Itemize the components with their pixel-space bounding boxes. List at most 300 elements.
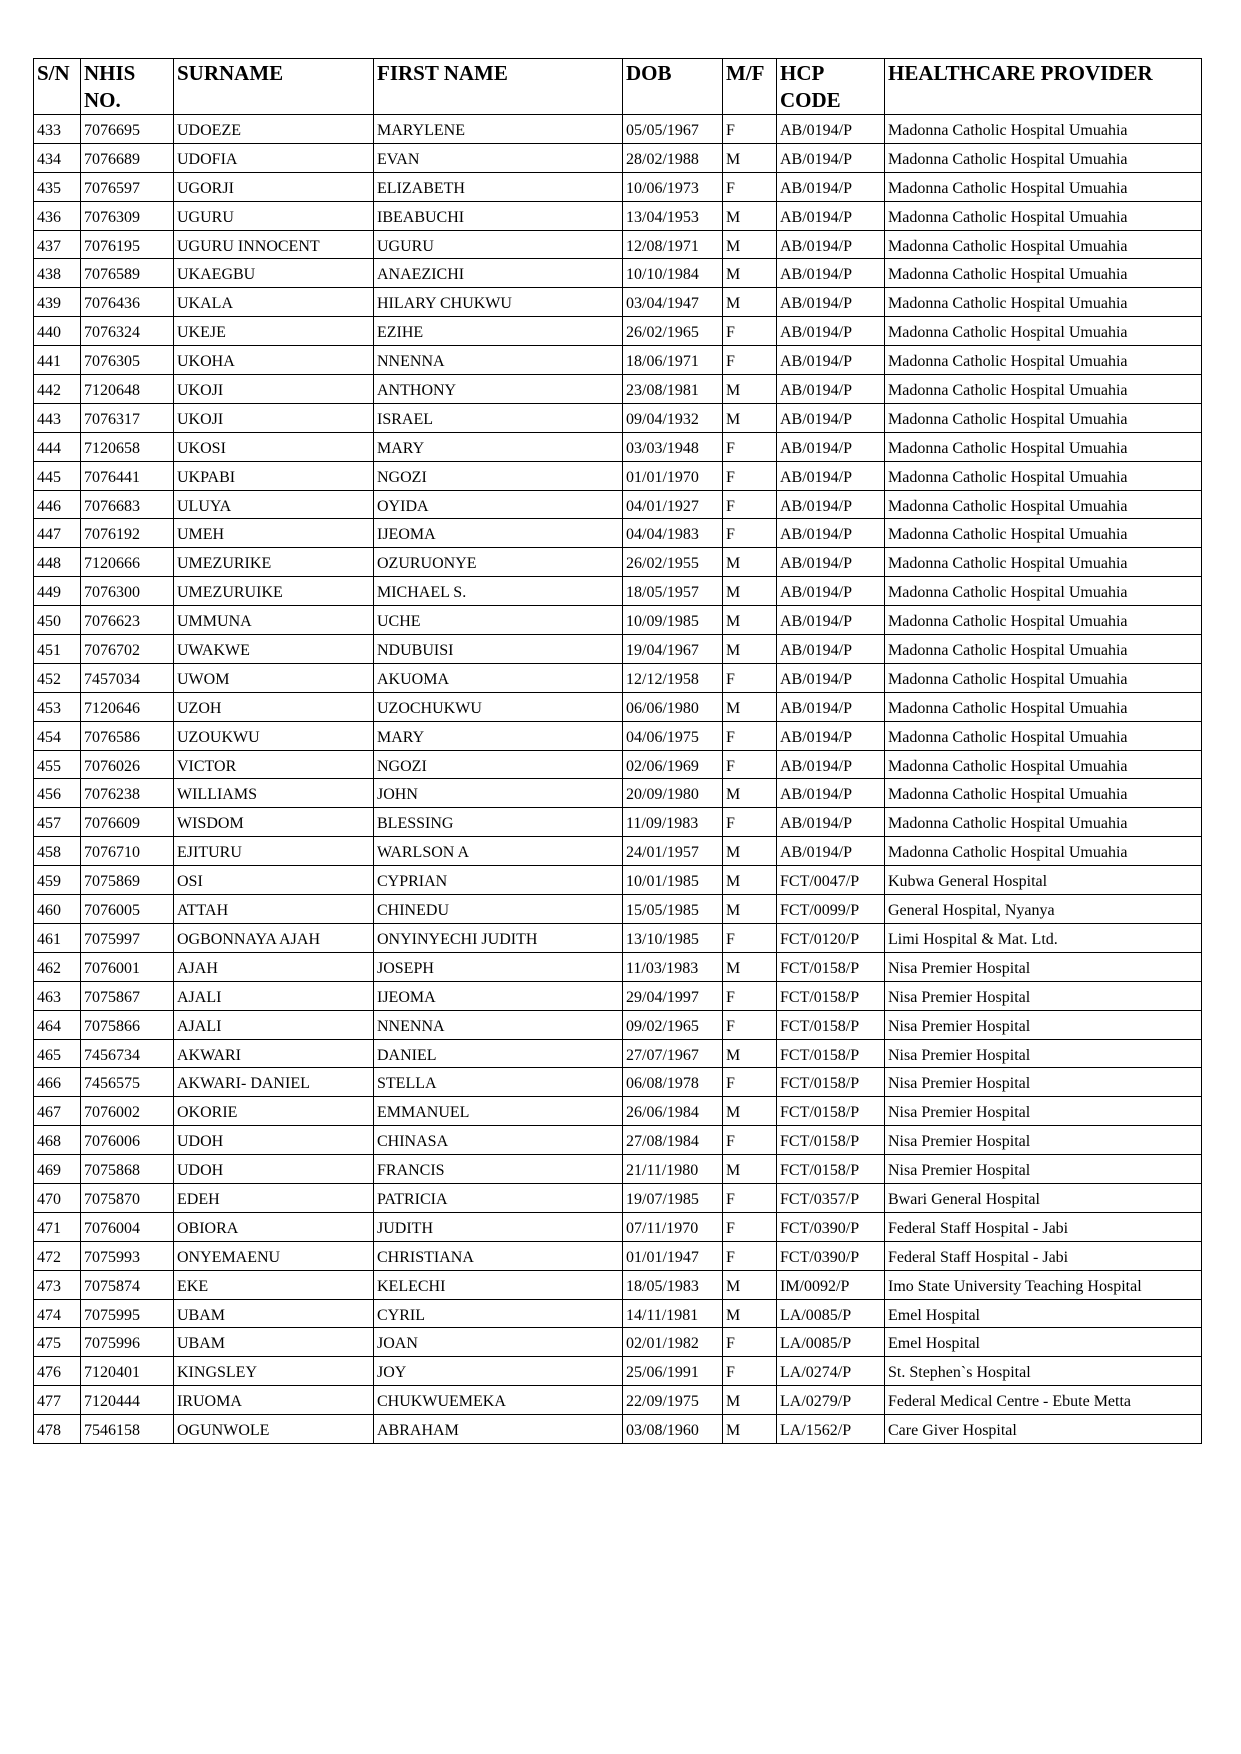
cell-hcp-code: AB/0194/P: [777, 663, 885, 692]
table-row: [34, 866, 1202, 895]
cell-nhis-no: 7457034: [81, 663, 174, 692]
cell-nhis-no: 7075870: [81, 1183, 174, 1212]
cell-hcp-code: LA/1562/P: [777, 1415, 885, 1444]
cell-surname: AJAH: [174, 952, 374, 981]
cell-sn: 463: [34, 981, 81, 1010]
cell-hcp-code: AB/0194/P: [777, 837, 885, 866]
cell-hcp-code: FCT/0120/P: [777, 923, 885, 952]
cell-sn: 464: [34, 1010, 81, 1039]
cell-sn: 451: [34, 635, 81, 664]
cell-sex: M: [723, 1386, 777, 1415]
cell-sn: 469: [34, 1155, 81, 1184]
cell-sex: M: [723, 895, 777, 924]
cell-hcp-code: FCT/0390/P: [777, 1212, 885, 1241]
cell-sex: M: [723, 1299, 777, 1328]
cell-dob: 12/12/1958: [623, 663, 723, 692]
cell-sn: 437: [34, 230, 81, 259]
cell-dob: 13/04/1953: [623, 201, 723, 230]
cell-hcp-code: AB/0194/P: [777, 259, 885, 288]
column-header-dob: DOB: [623, 59, 723, 115]
cell-nhis-no: 7076001: [81, 952, 174, 981]
table-row: [34, 230, 1202, 259]
cell-sex: M: [723, 201, 777, 230]
cell-surname: UDOH: [174, 1155, 374, 1184]
cell-dob: 23/08/1981: [623, 375, 723, 404]
cell-sn: 454: [34, 721, 81, 750]
cell-dob: 24/01/1957: [623, 837, 723, 866]
cell-first-name: CHRISTIANA: [374, 1241, 623, 1270]
cell-dob: 09/02/1965: [623, 1010, 723, 1039]
cell-sn: 475: [34, 1328, 81, 1357]
cell-surname: EKE: [174, 1270, 374, 1299]
cell-hcp-code: LA/0274/P: [777, 1357, 885, 1386]
cell-surname: AJALI: [174, 1010, 374, 1039]
table-row: [34, 895, 1202, 924]
cell-hcp-code: AB/0194/P: [777, 779, 885, 808]
cell-healthcare-provider: Madonna Catholic Hospital Umuahia: [885, 461, 1202, 490]
cell-hcp-code: AB/0194/P: [777, 606, 885, 635]
cell-first-name: JOHN: [374, 779, 623, 808]
table-row: [34, 663, 1202, 692]
cell-healthcare-provider: Kubwa General Hospital: [885, 866, 1202, 895]
cell-hcp-code: AB/0194/P: [777, 317, 885, 346]
cell-hcp-code: FCT/0099/P: [777, 895, 885, 924]
cell-surname: WISDOM: [174, 808, 374, 837]
column-header-hcp-code: HCP CODE: [777, 59, 885, 115]
cell-healthcare-provider: General Hospital, Nyanya: [885, 895, 1202, 924]
cell-sn: 442: [34, 375, 81, 404]
cell-sex: M: [723, 1097, 777, 1126]
cell-sn: 471: [34, 1212, 81, 1241]
cell-sn: 461: [34, 923, 81, 952]
cell-healthcare-provider: Emel Hospital: [885, 1299, 1202, 1328]
cell-sex: F: [723, 432, 777, 461]
cell-sn: 473: [34, 1270, 81, 1299]
cell-hcp-code: AB/0194/P: [777, 548, 885, 577]
table-row: [34, 1183, 1202, 1212]
cell-surname: OGBONNAYA AJAH: [174, 923, 374, 952]
cell-hcp-code: AB/0194/P: [777, 143, 885, 172]
cell-sex: M: [723, 1039, 777, 1068]
cell-first-name: OYIDA: [374, 490, 623, 519]
cell-sn: 440: [34, 317, 81, 346]
cell-healthcare-provider: Federal Staff Hospital - Jabi: [885, 1212, 1202, 1241]
cell-healthcare-provider: Madonna Catholic Hospital Umuahia: [885, 259, 1202, 288]
cell-dob: 10/06/1973: [623, 172, 723, 201]
cell-nhis-no: 7075874: [81, 1270, 174, 1299]
cell-first-name: ELIZABETH: [374, 172, 623, 201]
cell-first-name: UGURU: [374, 230, 623, 259]
table-row: [34, 317, 1202, 346]
cell-surname: WILLIAMS: [174, 779, 374, 808]
cell-first-name: NGOZI: [374, 750, 623, 779]
cell-surname: OGUNWOLE: [174, 1415, 374, 1444]
cell-dob: 27/08/1984: [623, 1126, 723, 1155]
cell-first-name: KELECHI: [374, 1270, 623, 1299]
cell-healthcare-provider: Nisa Premier Hospital: [885, 981, 1202, 1010]
header-row: [34, 59, 1202, 115]
table-row: [34, 1386, 1202, 1415]
table-row: [34, 808, 1202, 837]
cell-sn: 444: [34, 432, 81, 461]
cell-surname: UGURU INNOCENT: [174, 230, 374, 259]
cell-hcp-code: FCT/0357/P: [777, 1183, 885, 1212]
cell-first-name: NNENNA: [374, 1010, 623, 1039]
cell-dob: 02/06/1969: [623, 750, 723, 779]
cell-first-name: AKUOMA: [374, 663, 623, 692]
cell-first-name: BLESSING: [374, 808, 623, 837]
cell-dob: 19/04/1967: [623, 635, 723, 664]
table-row: [34, 1270, 1202, 1299]
cell-surname: UMMUNA: [174, 606, 374, 635]
cell-hcp-code: LA/0085/P: [777, 1328, 885, 1357]
cell-first-name: JUDITH: [374, 1212, 623, 1241]
table-row: [34, 606, 1202, 635]
cell-healthcare-provider: Nisa Premier Hospital: [885, 1039, 1202, 1068]
cell-nhis-no: 7076006: [81, 1126, 174, 1155]
cell-sex: M: [723, 952, 777, 981]
cell-healthcare-provider: Nisa Premier Hospital: [885, 952, 1202, 981]
cell-sex: F: [723, 1212, 777, 1241]
cell-healthcare-provider: Madonna Catholic Hospital Umuahia: [885, 375, 1202, 404]
cell-healthcare-provider: Imo State University Teaching Hospital: [885, 1270, 1202, 1299]
cell-nhis-no: 7456734: [81, 1039, 174, 1068]
cell-sn: 457: [34, 808, 81, 837]
cell-nhis-no: 7076695: [81, 115, 174, 144]
cell-sn: 467: [34, 1097, 81, 1126]
cell-sex: M: [723, 375, 777, 404]
cell-dob: 26/06/1984: [623, 1097, 723, 1126]
cell-first-name: ISRAEL: [374, 403, 623, 432]
cell-healthcare-provider: Nisa Premier Hospital: [885, 1097, 1202, 1126]
cell-dob: 29/04/1997: [623, 981, 723, 1010]
cell-surname: UWAKWE: [174, 635, 374, 664]
cell-surname: EJITURU: [174, 837, 374, 866]
cell-first-name: DANIEL: [374, 1039, 623, 1068]
cell-healthcare-provider: Emel Hospital: [885, 1328, 1202, 1357]
cell-nhis-no: 7076609: [81, 808, 174, 837]
cell-sex: M: [723, 866, 777, 895]
cell-nhis-no: 7076710: [81, 837, 174, 866]
cell-surname: UBAM: [174, 1299, 374, 1328]
cell-healthcare-provider: Nisa Premier Hospital: [885, 1155, 1202, 1184]
cell-nhis-no: 7076195: [81, 230, 174, 259]
cell-first-name: CYRIL: [374, 1299, 623, 1328]
cell-first-name: OZURUONYE: [374, 548, 623, 577]
cell-dob: 25/06/1991: [623, 1357, 723, 1386]
cell-hcp-code: FCT/0158/P: [777, 1068, 885, 1097]
cell-healthcare-provider: Limi Hospital & Mat. Ltd.: [885, 923, 1202, 952]
cell-first-name: PATRICIA: [374, 1183, 623, 1212]
cell-nhis-no: 7076004: [81, 1212, 174, 1241]
cell-sex: M: [723, 1415, 777, 1444]
cell-nhis-no: 7076683: [81, 490, 174, 519]
cell-hcp-code: AB/0194/P: [777, 115, 885, 144]
cell-first-name: JOSEPH: [374, 952, 623, 981]
cell-first-name: ANTHONY: [374, 375, 623, 404]
cell-sex: M: [723, 288, 777, 317]
cell-dob: 19/07/1985: [623, 1183, 723, 1212]
cell-nhis-no: 7075869: [81, 866, 174, 895]
cell-nhis-no: 7120444: [81, 1386, 174, 1415]
cell-first-name: NDUBUISI: [374, 635, 623, 664]
cell-hcp-code: AB/0194/P: [777, 230, 885, 259]
cell-surname: UMEH: [174, 519, 374, 548]
cell-nhis-no: 7120648: [81, 375, 174, 404]
cell-sex: M: [723, 837, 777, 866]
cell-dob: 04/01/1927: [623, 490, 723, 519]
cell-sex: F: [723, 663, 777, 692]
cell-nhis-no: 7076324: [81, 317, 174, 346]
cell-surname: UDOEZE: [174, 115, 374, 144]
cell-hcp-code: AB/0194/P: [777, 288, 885, 317]
table-row: [34, 692, 1202, 721]
cell-sn: 455: [34, 750, 81, 779]
cell-dob: 04/04/1983: [623, 519, 723, 548]
cell-nhis-no: 7075993: [81, 1241, 174, 1270]
cell-sn: 470: [34, 1183, 81, 1212]
cell-hcp-code: FCT/0158/P: [777, 1155, 885, 1184]
cell-sn: 433: [34, 115, 81, 144]
cell-hcp-code: FCT/0158/P: [777, 1039, 885, 1068]
cell-nhis-no: 7076586: [81, 721, 174, 750]
cell-nhis-no: 7076005: [81, 895, 174, 924]
cell-nhis-no: 7076589: [81, 259, 174, 288]
cell-healthcare-provider: Madonna Catholic Hospital Umuahia: [885, 606, 1202, 635]
cell-healthcare-provider: Madonna Catholic Hospital Umuahia: [885, 750, 1202, 779]
cell-sex: F: [723, 1126, 777, 1155]
cell-hcp-code: AB/0194/P: [777, 490, 885, 519]
cell-dob: 03/03/1948: [623, 432, 723, 461]
table-row: [34, 490, 1202, 519]
cell-first-name: ONYINYECHI JUDITH: [374, 923, 623, 952]
table-row: [34, 1039, 1202, 1068]
cell-sex: F: [723, 923, 777, 952]
cell-hcp-code: LA/0085/P: [777, 1299, 885, 1328]
cell-surname: AKWARI: [174, 1039, 374, 1068]
cell-sn: 460: [34, 895, 81, 924]
cell-dob: 03/08/1960: [623, 1415, 723, 1444]
table-row: [34, 952, 1202, 981]
cell-surname: UZOUKWU: [174, 721, 374, 750]
cell-surname: UKAEGBU: [174, 259, 374, 288]
cell-dob: 10/01/1985: [623, 866, 723, 895]
table-row: [34, 1068, 1202, 1097]
cell-surname: EDEH: [174, 1183, 374, 1212]
cell-sn: 456: [34, 779, 81, 808]
table-row: [34, 981, 1202, 1010]
cell-first-name: ABRAHAM: [374, 1415, 623, 1444]
column-header-nhis-no: NHIS NO.: [81, 59, 174, 115]
cell-hcp-code: AB/0194/P: [777, 172, 885, 201]
cell-sex: F: [723, 750, 777, 779]
cell-healthcare-provider: Madonna Catholic Hospital Umuahia: [885, 201, 1202, 230]
cell-healthcare-provider: Madonna Catholic Hospital Umuahia: [885, 837, 1202, 866]
column-header-sex: M/F: [723, 59, 777, 115]
cell-nhis-no: 7076317: [81, 403, 174, 432]
cell-sex: F: [723, 1328, 777, 1357]
table-row: [34, 201, 1202, 230]
cell-hcp-code: AB/0194/P: [777, 375, 885, 404]
cell-healthcare-provider: Madonna Catholic Hospital Umuahia: [885, 288, 1202, 317]
cell-nhis-no: 7076597: [81, 172, 174, 201]
cell-nhis-no: 7076436: [81, 288, 174, 317]
cell-surname: UMEZURIKE: [174, 548, 374, 577]
cell-sn: 453: [34, 692, 81, 721]
cell-first-name: EVAN: [374, 143, 623, 172]
cell-first-name: UCHE: [374, 606, 623, 635]
cell-sex: M: [723, 230, 777, 259]
cell-first-name: IJEOMA: [374, 981, 623, 1010]
cell-hcp-code: FCT/0158/P: [777, 1126, 885, 1155]
table-row: [34, 1241, 1202, 1270]
cell-hcp-code: AB/0194/P: [777, 461, 885, 490]
cell-healthcare-provider: Madonna Catholic Hospital Umuahia: [885, 490, 1202, 519]
cell-sn: 478: [34, 1415, 81, 1444]
cell-sex: F: [723, 346, 777, 375]
table-row: [34, 635, 1202, 664]
cell-nhis-no: 7075997: [81, 923, 174, 952]
cell-healthcare-provider: Madonna Catholic Hospital Umuahia: [885, 519, 1202, 548]
cell-sex: M: [723, 692, 777, 721]
cell-sn: 474: [34, 1299, 81, 1328]
cell-sn: 447: [34, 519, 81, 548]
cell-sn: 438: [34, 259, 81, 288]
cell-nhis-no: 7076623: [81, 606, 174, 635]
cell-hcp-code: AB/0194/P: [777, 519, 885, 548]
cell-surname: UKOJI: [174, 375, 374, 404]
cell-nhis-no: 7546158: [81, 1415, 174, 1444]
cell-healthcare-provider: Madonna Catholic Hospital Umuahia: [885, 577, 1202, 606]
cell-hcp-code: AB/0194/P: [777, 346, 885, 375]
cell-surname: UKALA: [174, 288, 374, 317]
cell-sn: 449: [34, 577, 81, 606]
cell-healthcare-provider: Nisa Premier Hospital: [885, 1010, 1202, 1039]
table-row: [34, 519, 1202, 548]
cell-nhis-no: 7075996: [81, 1328, 174, 1357]
cell-nhis-no: 7075867: [81, 981, 174, 1010]
cell-healthcare-provider: Madonna Catholic Hospital Umuahia: [885, 808, 1202, 837]
cell-sn: 448: [34, 548, 81, 577]
cell-hcp-code: IM/0092/P: [777, 1270, 885, 1299]
cell-healthcare-provider: Madonna Catholic Hospital Umuahia: [885, 548, 1202, 577]
cell-hcp-code: FCT/0158/P: [777, 981, 885, 1010]
cell-surname: VICTOR: [174, 750, 374, 779]
cell-sn: 472: [34, 1241, 81, 1270]
cell-first-name: JOAN: [374, 1328, 623, 1357]
cell-healthcare-provider: Care Giver Hospital: [885, 1415, 1202, 1444]
cell-surname: UKOHA: [174, 346, 374, 375]
cell-surname: UKEJE: [174, 317, 374, 346]
cell-healthcare-provider: Bwari General Hospital: [885, 1183, 1202, 1212]
cell-healthcare-provider: Federal Staff Hospital - Jabi: [885, 1241, 1202, 1270]
cell-dob: 05/05/1967: [623, 115, 723, 144]
cell-sex: M: [723, 1155, 777, 1184]
cell-first-name: HILARY CHUKWU: [374, 288, 623, 317]
cell-hcp-code: FCT/0390/P: [777, 1241, 885, 1270]
cell-hcp-code: AB/0194/P: [777, 635, 885, 664]
cell-sex: F: [723, 1357, 777, 1386]
cell-first-name: EMMANUEL: [374, 1097, 623, 1126]
table-row: [34, 750, 1202, 779]
cell-sex: M: [723, 635, 777, 664]
cell-nhis-no: 7076192: [81, 519, 174, 548]
cell-first-name: MARY: [374, 721, 623, 750]
cell-dob: 12/08/1971: [623, 230, 723, 259]
cell-dob: 02/01/1982: [623, 1328, 723, 1357]
cell-nhis-no: 7076026: [81, 750, 174, 779]
cell-nhis-no: 7075868: [81, 1155, 174, 1184]
cell-sex: F: [723, 1068, 777, 1097]
cell-nhis-no: 7456575: [81, 1068, 174, 1097]
cell-nhis-no: 7076309: [81, 201, 174, 230]
cell-dob: 26/02/1955: [623, 548, 723, 577]
cell-dob: 27/07/1967: [623, 1039, 723, 1068]
cell-sn: 476: [34, 1357, 81, 1386]
table-row: [34, 1010, 1202, 1039]
cell-sex: F: [723, 808, 777, 837]
table-row: [34, 432, 1202, 461]
cell-first-name: MARY: [374, 432, 623, 461]
cell-first-name: MARYLENE: [374, 115, 623, 144]
table-body: [34, 115, 1202, 1444]
cell-hcp-code: AB/0194/P: [777, 577, 885, 606]
cell-sn: 443: [34, 403, 81, 432]
cell-nhis-no: 7076689: [81, 143, 174, 172]
cell-first-name: NNENNA: [374, 346, 623, 375]
cell-nhis-no: 7075995: [81, 1299, 174, 1328]
cell-hcp-code: AB/0194/P: [777, 432, 885, 461]
table-row: [34, 577, 1202, 606]
cell-sex: F: [723, 519, 777, 548]
cell-surname: KINGSLEY: [174, 1357, 374, 1386]
cell-surname: UKOSI: [174, 432, 374, 461]
cell-surname: UGORJI: [174, 172, 374, 201]
cell-healthcare-provider: Madonna Catholic Hospital Umuahia: [885, 635, 1202, 664]
cell-first-name: NGOZI: [374, 461, 623, 490]
table-row: [34, 288, 1202, 317]
cell-dob: 01/01/1947: [623, 1241, 723, 1270]
table-row: [34, 1212, 1202, 1241]
cell-healthcare-provider: Madonna Catholic Hospital Umuahia: [885, 779, 1202, 808]
cell-sex: M: [723, 1270, 777, 1299]
table-row: [34, 548, 1202, 577]
cell-surname: UMEZURUIKE: [174, 577, 374, 606]
cell-sn: 435: [34, 172, 81, 201]
cell-surname: AKWARI- DANIEL: [174, 1068, 374, 1097]
column-header-healthcare-provider: HEALTHCARE PROVIDER: [885, 59, 1202, 115]
cell-first-name: EZIHE: [374, 317, 623, 346]
cell-surname: UZOH: [174, 692, 374, 721]
cell-healthcare-provider: Nisa Premier Hospital: [885, 1068, 1202, 1097]
table-row: [34, 1328, 1202, 1357]
cell-sn: 439: [34, 288, 81, 317]
enrollee-table: [33, 58, 1202, 1444]
cell-sex: M: [723, 403, 777, 432]
cell-dob: 13/10/1985: [623, 923, 723, 952]
cell-dob: 07/11/1970: [623, 1212, 723, 1241]
cell-hcp-code: AB/0194/P: [777, 750, 885, 779]
table-row: [34, 461, 1202, 490]
column-header-first-name: FIRST NAME: [374, 59, 623, 115]
cell-healthcare-provider: Madonna Catholic Hospital Umuahia: [885, 721, 1202, 750]
cell-dob: 18/05/1983: [623, 1270, 723, 1299]
cell-nhis-no: 7076300: [81, 577, 174, 606]
cell-surname: UDOH: [174, 1126, 374, 1155]
table-row: [34, 923, 1202, 952]
cell-dob: 06/08/1978: [623, 1068, 723, 1097]
cell-healthcare-provider: Madonna Catholic Hospital Umuahia: [885, 317, 1202, 346]
